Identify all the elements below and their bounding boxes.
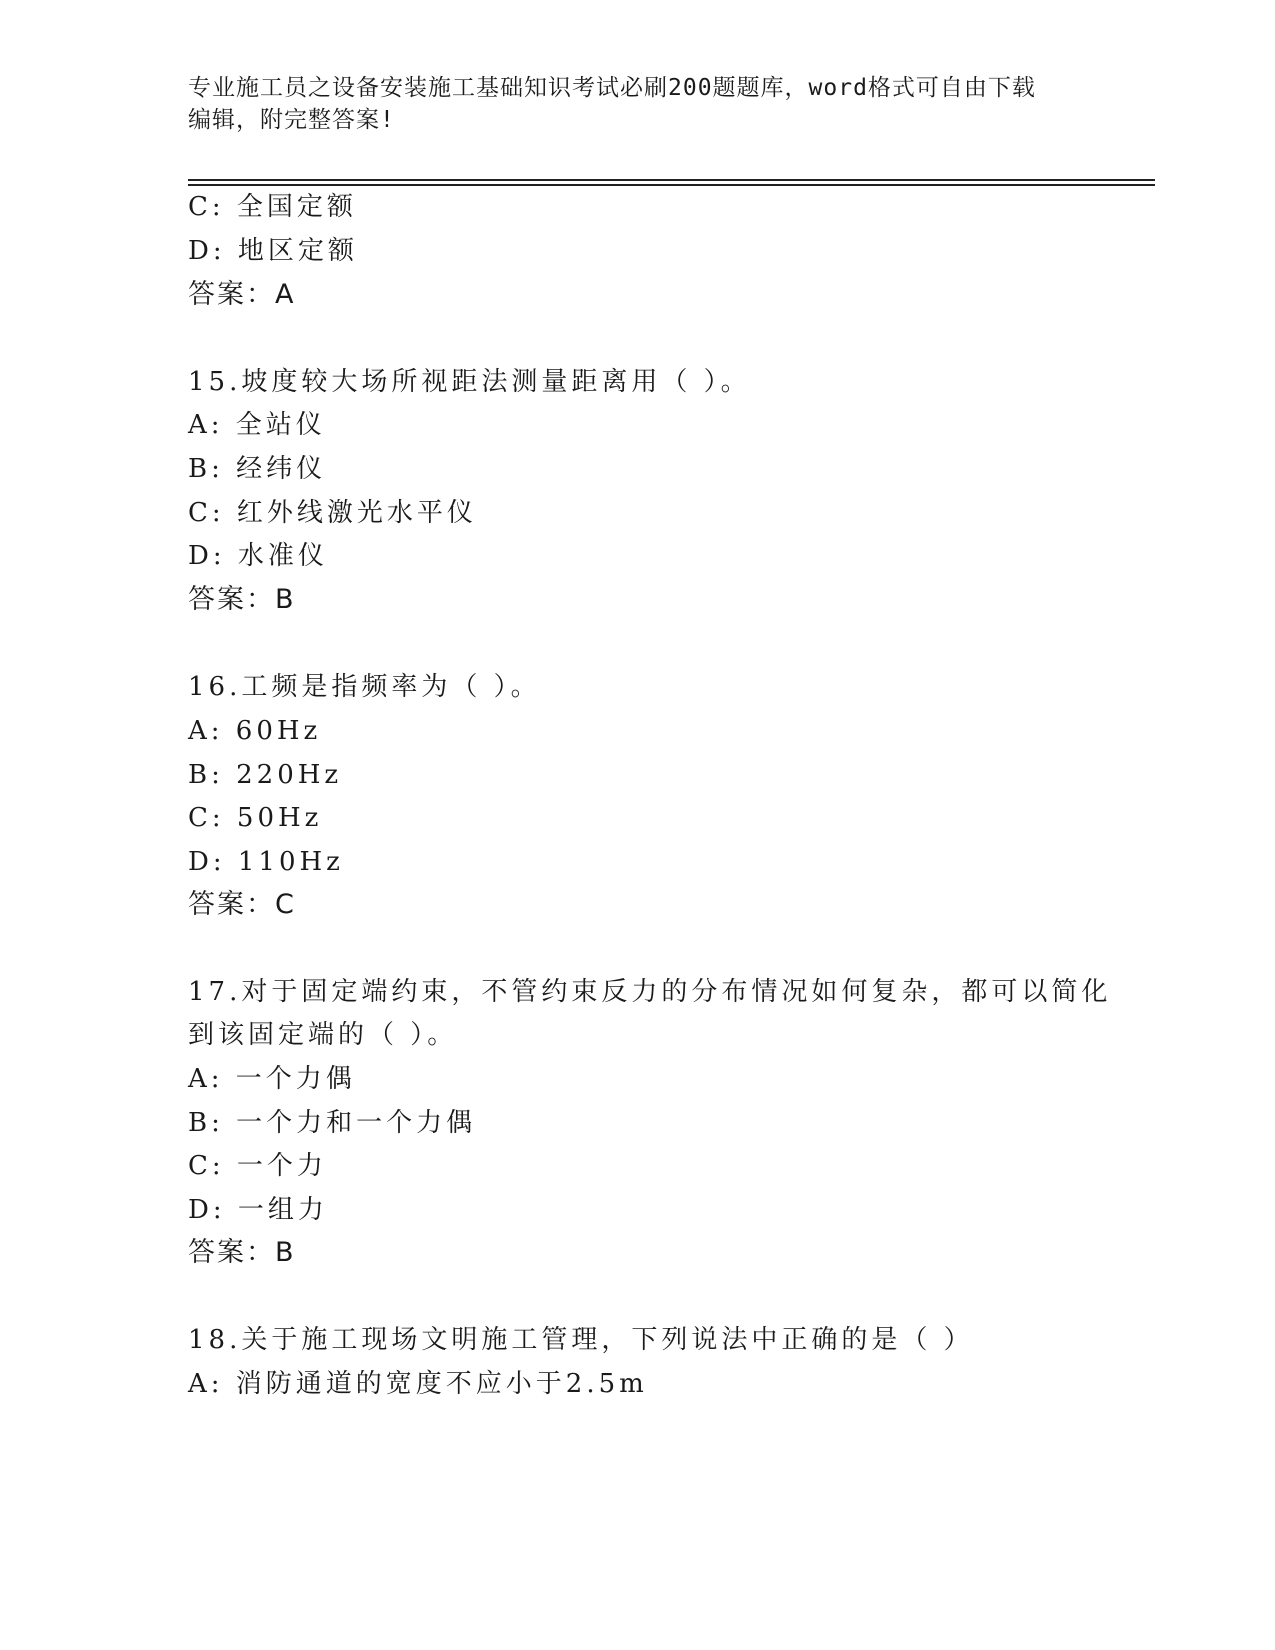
option-b: B: 220Hz (188, 760, 343, 790)
option-d: D: 地区定额 (188, 236, 358, 266)
answer-text: 答案：A (188, 279, 296, 310)
option-a: A: 全站仪 (188, 410, 326, 440)
option-c: C: 红外线激光水平仪 (188, 498, 477, 528)
option-b: B: 经纬仪 (188, 454, 327, 484)
option-d: D: 水准仪 (188, 541, 328, 571)
header-title-line-1: 专业施工员之设备安装施工基础知识考试必刷200题题库，word格式可自由下载 (188, 75, 1036, 101)
option-c: C: 一个力 (188, 1151, 327, 1181)
answer-text: 答案：C (188, 889, 296, 920)
document-header (188, 72, 1088, 136)
answer-text: 答案：B (188, 1237, 296, 1268)
header-title-line-2: 编辑，附完整答案! (188, 107, 395, 133)
header-divider-top (188, 179, 1155, 181)
answer-text: 答案：B (188, 584, 296, 615)
question-text: 15.坡度较大场所视距法测量距离用（ ）。 (188, 367, 751, 397)
option-a: A: 消防通道的宽度不应小于2.5m (188, 1369, 648, 1399)
option-d: D: 110Hz (188, 847, 344, 877)
option-c: C: 全国定额 (188, 192, 357, 222)
option-a: A: 60Hz (188, 716, 322, 746)
option-c: C: 50Hz (188, 803, 323, 833)
question-text: 16.工频是指频率为（ ）。 (188, 672, 541, 702)
question-text-line-1: 17.对于固定端约束，不管约束反力的分布情况如何复杂，都可以简化 (188, 977, 1112, 1007)
option-b: B: 一个力和一个力偶 (188, 1108, 477, 1138)
option-d: D: 一组力 (188, 1195, 328, 1225)
question-text: 18.关于施工现场文明施工管理，下列说法中正确的是（ ） (188, 1325, 974, 1355)
question-text-line-2: 到该固定端的（ ）。 (188, 1020, 458, 1050)
header-divider-bottom (188, 184, 1155, 186)
option-a: A: 一个力偶 (188, 1064, 356, 1094)
